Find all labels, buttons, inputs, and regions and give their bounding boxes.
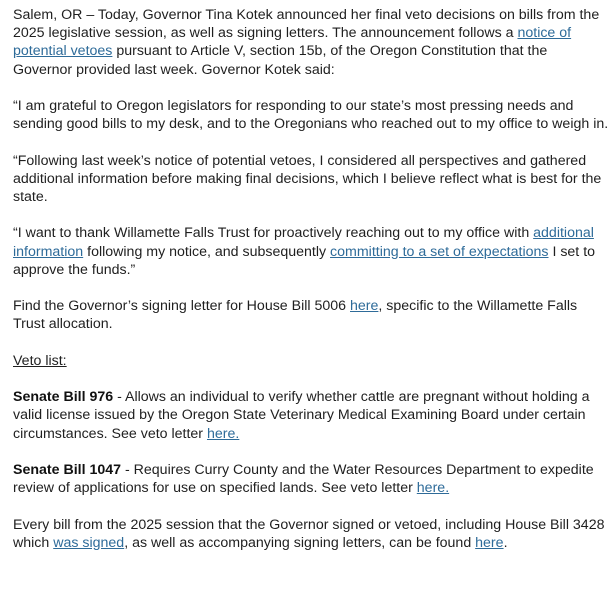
closing-paragraph xyxy=(13,516,609,552)
quote-paragraph-1: “I am grateful to Oregon legislators for responding to our state’s most pressing needs and sending good bills to my desk, and to the Oregonians who reached out to my office to weigh in. xyxy=(13,98,609,133)
veto-bill-name: Senate Bill 976 xyxy=(13,389,114,406)
additional-information-link[interactable]: additional information xyxy=(13,225,594,260)
quote-paragraph-2: “Following last week’s notice of potential vetoes, I considered all perspectives and gathered additional information before making final decisions, which I believe reflect what is best for the state. xyxy=(13,152,602,205)
veto-list-heading: Veto list: xyxy=(13,352,67,369)
veto-item-sb976 xyxy=(13,388,609,443)
signing-letter-paragraph xyxy=(13,297,609,333)
all-bills-link[interactable]: here xyxy=(475,534,504,551)
quote3-text-end: I set to approve the funds.” xyxy=(13,243,596,278)
intro-text: Salem, OR – Today, Governor Tina Kotek announced her final veto decisions on bills from the 2025 legislative session, as well as signing letters. The announcement follows a xyxy=(13,7,600,42)
press-release-body xyxy=(13,6,609,570)
committing-to-expectations-link[interactable]: committing to a set of expectations xyxy=(330,243,549,260)
closing-text: Every bill from the 2025 session that the Governor signed or vetoed, including House Bill 3428 which xyxy=(13,516,605,551)
intro-paragraph xyxy=(13,6,609,79)
veto-bill-name: Senate Bill 1047 xyxy=(13,461,122,478)
veto-item-sb1047 xyxy=(13,461,609,497)
hb5006-signing-letter-link[interactable]: here xyxy=(350,298,379,315)
sb976-veto-letter-link[interactable]: here. xyxy=(206,425,240,442)
closing-text-end: . xyxy=(503,534,508,551)
quote3-text: “I want to thank Willamette Falls Trust for proactively reaching out to my office with xyxy=(13,225,534,242)
quote-paragraph-3 xyxy=(13,224,609,279)
signing-letter-text: Find the Governor’s signing letter for House Bill 5006 xyxy=(13,298,351,315)
was-signed-link[interactable]: was signed xyxy=(53,534,125,551)
quote3-text-middle: following my notice, and subsequently xyxy=(83,243,331,260)
sb1047-veto-letter-link[interactable]: here. xyxy=(416,480,450,497)
veto-description: - Requires Curry County and the Water Resources Department to expedite review of applications for use on specified lands. See veto letter xyxy=(13,461,594,497)
notice-of-potential-vetoes-link[interactable]: notice of potential vetoes xyxy=(13,25,572,60)
signing-letter-text-end: , specific to the Willamette Falls Trust allocation. xyxy=(13,298,578,333)
intro-text-continued: pursuant to Article V, section 15b, of the Oregon Constitution that the Governor provided last week. Governor Kotek said: xyxy=(13,43,548,78)
veto-description: - Allows an individual to verify whether cattle are pregnant without holding a valid license issued by the Oregon State Veterinary Medical Examining Board under certain circumstances. See veto letter xyxy=(13,389,590,442)
closing-text-middle: , as well as accompanying signing letters, can be found xyxy=(124,534,476,551)
